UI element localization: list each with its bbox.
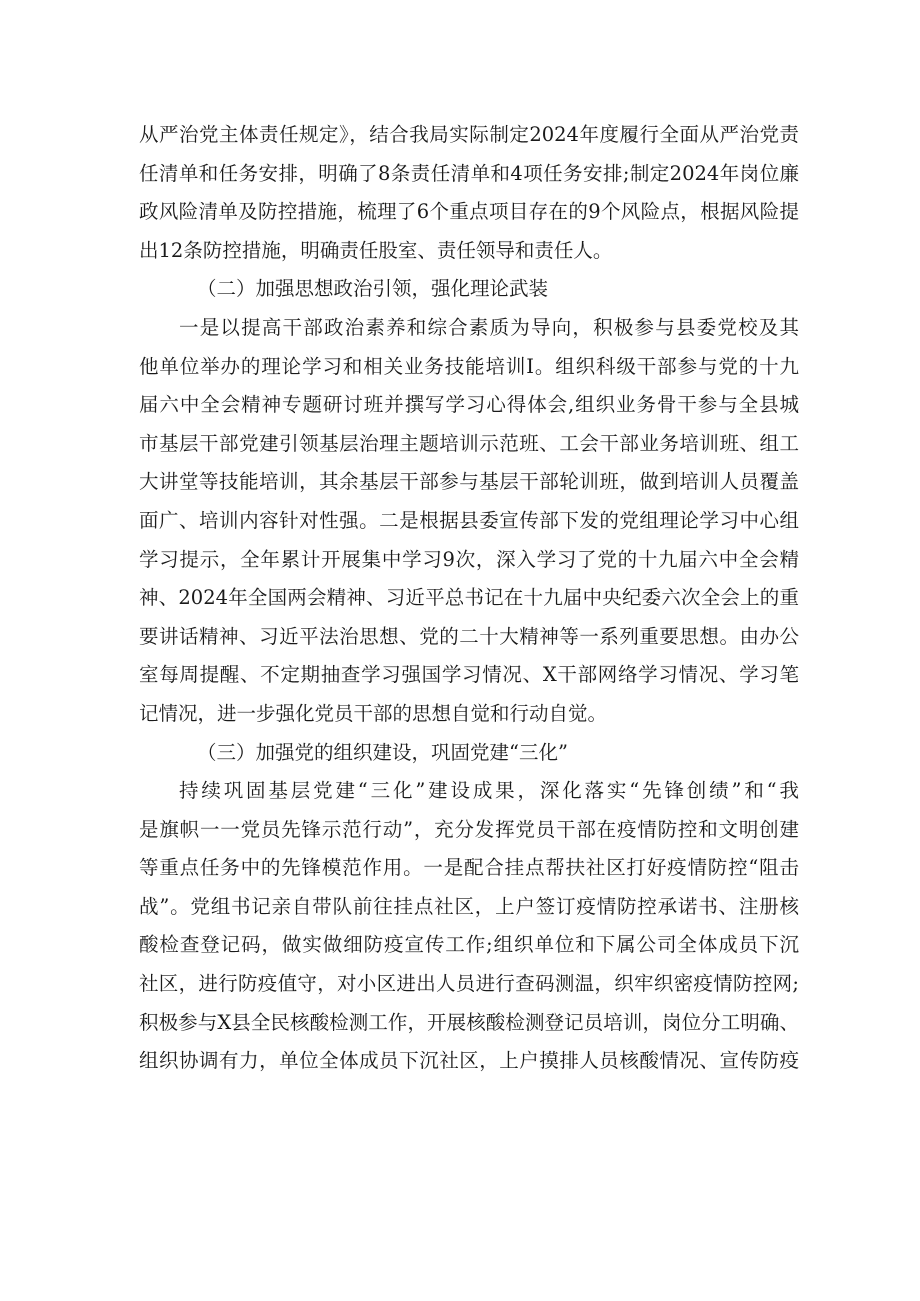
text-line: 等重点任务中的先锋模范作用。一是配合挂点帮扶社区打好疫情防控“阻击	[139, 856, 799, 880]
text-line: 是旗帜一一党员先锋示范行动”，充分发挥党员干部在疫情防控和文明创建	[139, 817, 799, 841]
text-line: 他单位举办的理论学习和相关业务技能培训I。组织科级干部参与党的十九	[139, 354, 799, 378]
text-line: 市基层干部党建引领基层治理主题培训示范班、工会干部业务培训班、组工	[139, 431, 799, 455]
text-line: 酸检查登记码，做实做细防疫宣传工作;组织单位和下属公司全体成员下沉	[139, 933, 799, 957]
text-line: 出12条防控措施，明确责任股室、责任领导和责任人。	[139, 238, 613, 262]
text-line: 要讲话精神、习近平法治思想、党的二十大精神等一系列重要思想。由办公	[139, 624, 799, 648]
section-heading-2: （二）加强思想政治引领，强化理论武装	[197, 277, 549, 301]
text-line: 神、2024年全国两会精神、习近平总书记在十九届中央纪委六次全会上的重	[139, 586, 799, 610]
text-line: 持续巩固基层党建“三化”建设成果，深化落实“先锋创绩”和“我	[179, 779, 799, 803]
text-line: 战”。党组书记亲自带队前往挂点社区，上户签订疫情防控承诺书、注册核	[139, 894, 799, 918]
text-line: 室每周提醒、不定期抽查学习强国学习情况、X干部网络学习情况、学习笔	[139, 663, 799, 687]
text-line: 记情况，进一步强化党员干部的思想自觉和行动自觉。	[139, 701, 608, 725]
text-line: 政风险清单及防控措施，梳理了6个重点项目存在的9个风险点，根据风险提	[139, 200, 799, 224]
text-line: 一是以提高干部政治素养和综合素质为导向，积极参与县委党校及其	[179, 315, 799, 339]
text-line: 积极参与X县全民核酸检测工作，开展核酸检测登记员培训，岗位分工明确、	[139, 1010, 799, 1034]
text-line: 社区，进行防疫值守，对小区进出人员进行查码测温，织牢织密疫情防控网;	[139, 972, 799, 996]
text-line: 任清单和任务安排，明确了8条责任清单和4项任务安排;制定2024年岗位廉	[139, 161, 799, 185]
text-line: 从严治党主体责任规定》，结合我局实际制定2024年度履行全面从严治党责	[139, 123, 799, 146]
text-line: 学习提示，全年累计开展集中学习9次，深入学习了党的十九届六中全会精	[139, 547, 799, 571]
text-line: 大讲堂等技能培训，其余基层干部参与基层干部轮训班，做到培训人员覆盖	[139, 470, 799, 494]
text-line: 届六中全会精神专题研讨班并撰写学习心得体会,组织业务骨干参与全县城	[139, 393, 799, 417]
text-line: 组织协调有力，单位全体成员下沉社区，上户摸排人员核酸情况、宣传防疫	[139, 1049, 799, 1073]
text-line: 面广、培训内容针对性强。二是根据县委宣传部下发的党组理论学习中心组	[139, 508, 799, 532]
document-body	[139, 116, 799, 1081]
section-heading-3: （三）加强党的组织建设，巩固党建“三化”	[197, 740, 568, 764]
